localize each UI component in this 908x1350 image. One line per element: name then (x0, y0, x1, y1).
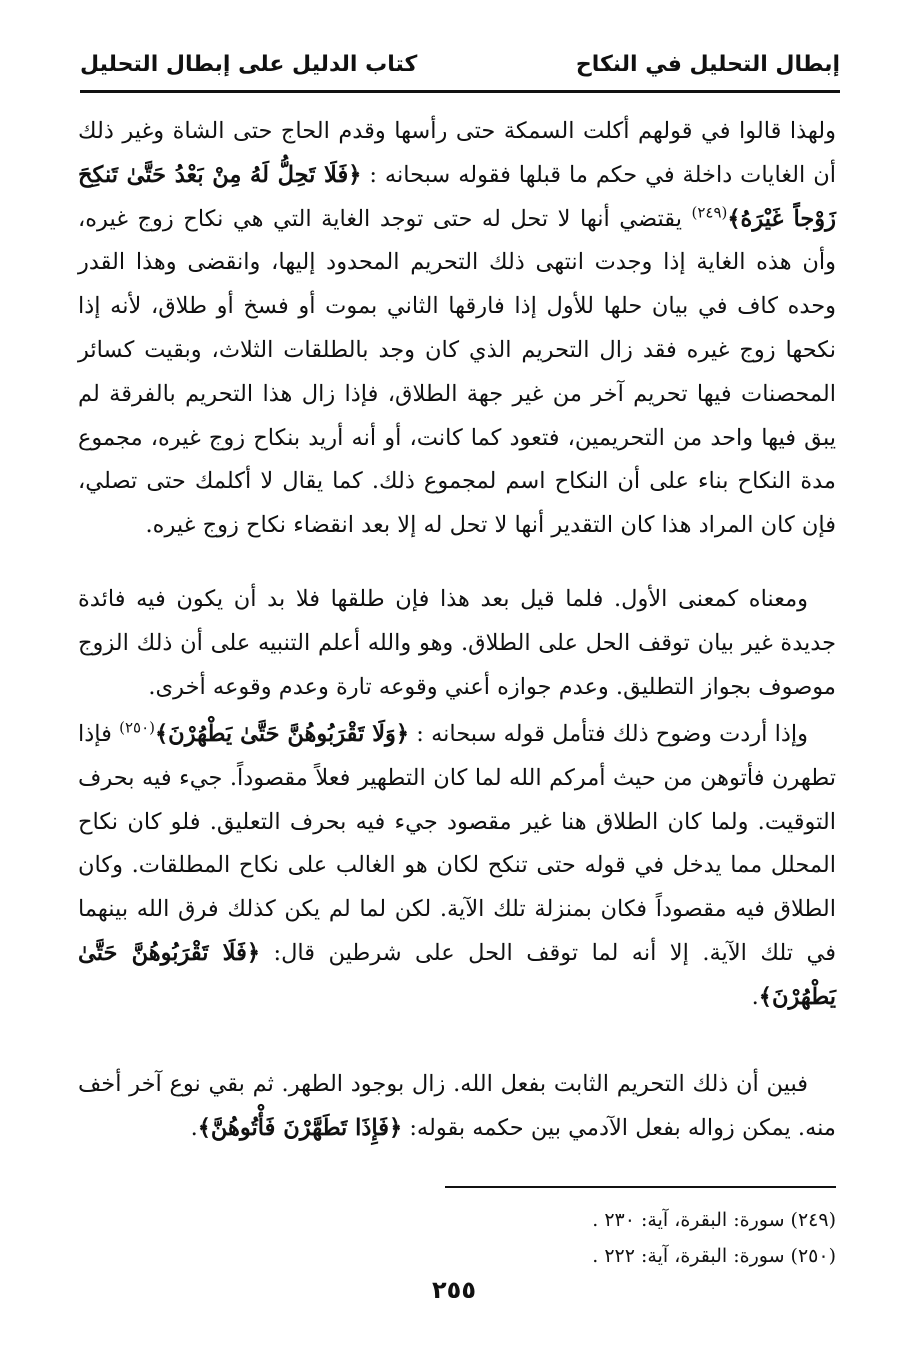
quran-verse: ﴿فَلَا تَحِلُّ لَهُ مِنْ بَعْدُ حَتَّىٰ تَنكِحَ زَوْجاً غَيْرَهُ﴾ (78, 161, 836, 232)
chapter-title: كتاب الدليل على إبطال التحليل (80, 52, 418, 77)
book-title: إبطال التحليل في النكاح (575, 52, 840, 77)
footnote-marker: (٢٥٠) (119, 718, 155, 737)
sentence-end: . (190, 1114, 198, 1141)
footnotes (78, 1202, 836, 1274)
paragraph-text: وإذا أردت وضوح ذلك فتأمل قوله سبحانه : (416, 721, 809, 747)
paragraph-2 (78, 578, 836, 709)
quran-verse: ﴿وَلَا تَقْرَبُوهُنَّ حَتَّىٰ يَطْهُرْنَ﴾ (154, 721, 410, 747)
quran-verse: ﴿فَلَا تَقْرَبُوهُنَّ حَتَّىٰ يَطْهُرْنَ﴾ (78, 939, 836, 1010)
quran-verse: ﴿فَإِذَا تَطَهَّرْنَ فَأْتُوهُنَّ﴾ (197, 1114, 403, 1141)
sentence-end: . (751, 983, 759, 1010)
paragraph-1 (78, 110, 836, 548)
paragraph-text: فبين أن ذلك التحريم الثابت بفعل الله. زال بوجود الطهر. ثم بقي نوع آخر أخف منه. يمكن زواله بفعل الآدمي بين حكمه بقوله: (78, 1071, 836, 1141)
footnote-250: (٢٥٠) سورة: البقرة، آية: ٢٢٢ . (592, 1245, 836, 1267)
paragraph-text: ومعناه كمعنى الأول. فلما قيل بعد هذا فإن طلقها فلا بد أن يكون فيه فائدة جديدة غير بيان توقف الحل على الطلاق. وهو والله أعلم التنبيه على أن ذلك الزوج موصوف بجواز التطليق. وعدم جوازه أعني وقوعه تارة وعدم وقوعه أخرى. (78, 586, 836, 700)
paragraph-4 (78, 1063, 836, 1151)
footnote-divider (445, 1186, 836, 1188)
footnote-marker: (٢٤٩) (691, 203, 728, 222)
paragraph-text: ولهذا قالوا في قولهم أكلت السمكة حتى رأسها وقدم الحاج حتى الشاة وغير ذلك أن الغايات داخلة في حكم ما قبلها فقوله سبحانه : (78, 118, 836, 188)
running-header (80, 38, 840, 90)
page-number: ٢٥٥ (432, 1276, 476, 1304)
paragraph-3 (78, 713, 836, 1020)
footnote-249: (٢٤٩) سورة: البقرة، آية: ٢٣٠ . (592, 1209, 836, 1231)
paragraph-text: يقتضي أنها لا تحل له حتى توجد الغاية التي هي نكاح زوج غيره، وأن هذه الغاية إذا وجدت انتهى ذلك التحريم المحدود إليها، وانقضى وهذا القدر وحده كاف في بيان حلها للأول إذا فارقها الثاني بموت أو فسخ أو طلاق، لأنه إذا نكحها زوج غيره فقد زال التحريم الذي كان وجد بالطلقات الثلاث، وبقيت كسائر المحصنات فيها تحريم آخر من غير جهة الطلاق، فإذا زال هذا التحريم بالفرقة لم يبق فيها واحد من التحريمين، فتعود كما كانت، أو أنه أريد بنكاح زوج غيره، مجموع مدة النكاح بناء على أن النكاح اسم لمجموع ذلك. كما يقال لا أكلمك حتى تصلي، فإن كان المراد هذا كان التقدير أنها لا تحل له إلا بعد انقضاء نكاح زوج غيره. (78, 205, 836, 539)
header-divider (80, 90, 840, 93)
paragraph-text: فإذا تطهرن فأتوهن من حيث أمركم الله لما كان التطهير فعلاً مقصوداً. جيء فيه بحرف التوقيت. ولما كان الطلاق هنا غير مقصود جيء فيه بحرف التعليق. فلو كان نكاح المحلل مما يدخل في قوله حتى تنكح لكان هو الغالب على نكاح المطلقات. وكان الطلاق فيه مقصوداً فكان بمنزلة تلك الآية. لكن لما لم يكن كذلك فرق الله بينهما في تلك الآية. إلا أنه لما توقف الحل على شرطين قال: (78, 721, 836, 966)
